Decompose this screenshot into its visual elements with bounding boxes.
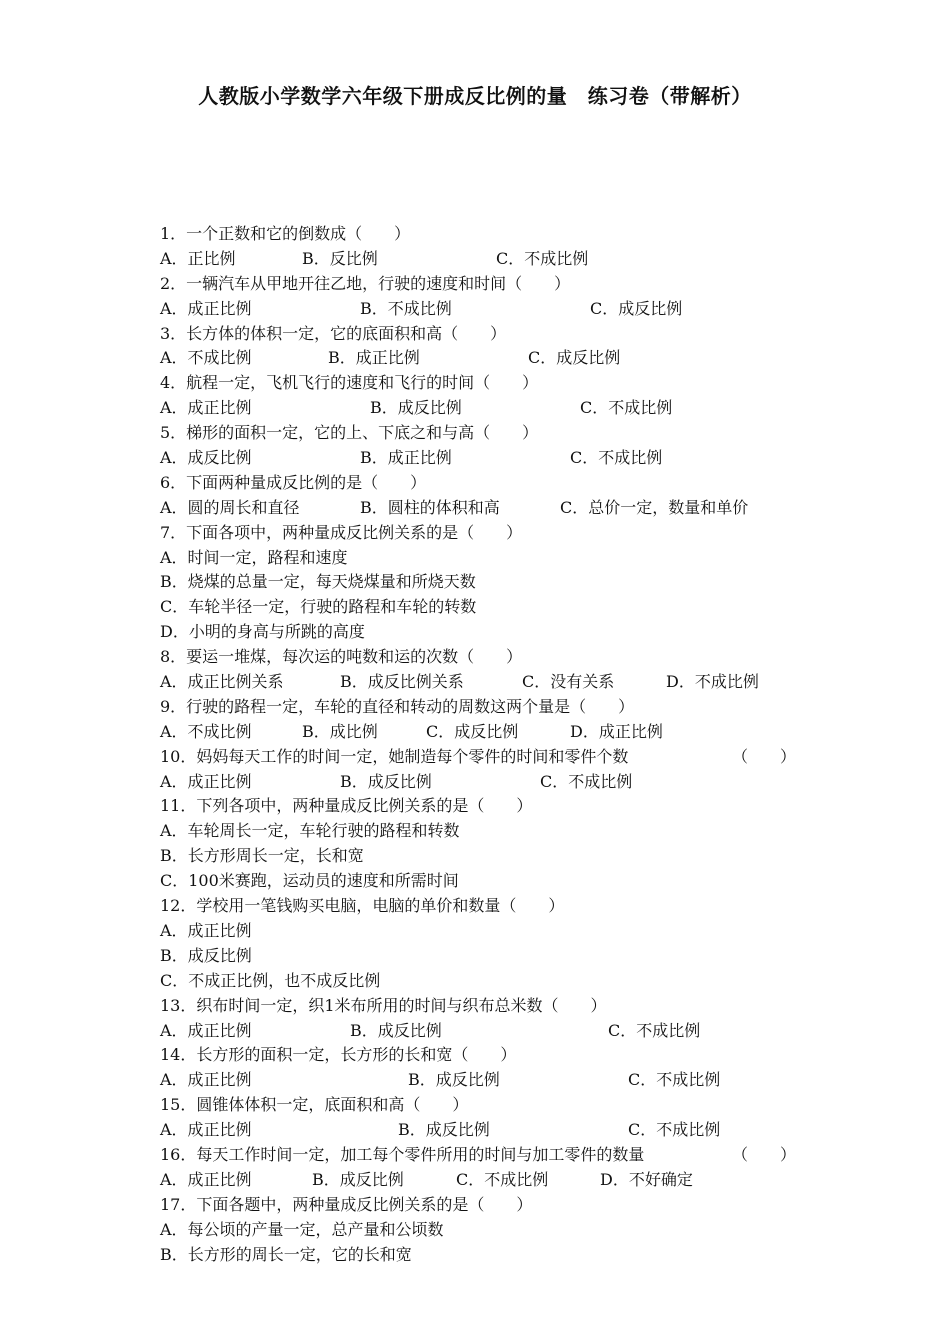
option-a: A．成正比例 — [160, 1169, 252, 1189]
question-17: 17．下面各题中，两种量成反比例关系的是（ ） — [160, 1194, 533, 1214]
option-c: C．总价一定，数量和单价 — [560, 497, 749, 517]
option-c: C．不成比例 — [540, 771, 633, 791]
question-5: 5．梯形的面积一定，它的上、下底之和与高（ ） — [160, 423, 539, 443]
options-15 — [160, 1118, 800, 1143]
option-d: D．不成比例 — [666, 672, 759, 692]
option-a: A．成正比例 — [160, 1120, 252, 1140]
option-line: A．车轮周长一定，车轮行驶的路程和转数 — [160, 821, 460, 841]
option-b: B．成反比例 — [398, 1120, 490, 1140]
options-13 — [160, 1019, 800, 1044]
option-c: C．成反比例 — [426, 721, 519, 741]
option-c: C．没有关系 — [522, 672, 615, 692]
option-c: C．不成比例 — [628, 1120, 721, 1140]
question-14: 14．长方形的面积一定，长方形的长和宽（ ） — [160, 1045, 517, 1065]
option-d: D．不好确定 — [600, 1169, 693, 1189]
options-6 — [160, 496, 800, 521]
question-8: 8．要运一堆煤，每次运的吨数和运的次数（ ） — [160, 647, 523, 667]
question-1: 1．一个正数和它的倒数成（ ） — [160, 224, 411, 243]
answer-blank: （ ） — [732, 746, 797, 766]
option-line: A．时间一定，路程和速度 — [160, 547, 348, 567]
option-c: C．不成比例 — [608, 1020, 701, 1040]
option-d: D．成正比例 — [570, 721, 663, 741]
option-line: A．成正比例 — [160, 920, 252, 940]
option-c: C．不成比例 — [456, 1169, 549, 1189]
question-4: 4．航程一定，飞机飞行的速度和飞行的时间（ ） — [160, 373, 539, 393]
option-a: A．不成比例 — [160, 348, 252, 368]
option-b: B．成反比例 — [408, 1070, 500, 1090]
option-a: A．正比例 — [160, 248, 236, 268]
question-10: 10．妈妈每天工作的时间一定，她制造每个零件的时间和零件个数 （ ） — [160, 745, 800, 770]
question-6: 6．下面两种量成反比例的是（ ） — [160, 472, 427, 492]
option-line: C．车轮半径一定，行驶的路程和车轮的转数 — [160, 597, 477, 617]
option-b: B．成反比例关系 — [340, 672, 464, 692]
question-13: 13．织布时间一定，织1米布所用的时间与织布总米数（ ） — [160, 995, 607, 1015]
options-10 — [160, 770, 800, 795]
options-8 — [160, 670, 800, 695]
option-b: B．成反比例 — [312, 1169, 404, 1189]
option-line: B．长方形的周长一定，它的长和宽 — [160, 1244, 412, 1264]
options-5 — [160, 446, 800, 471]
answer-blank: （ ） — [732, 1144, 797, 1164]
options-16 — [160, 1168, 800, 1193]
option-b: B．反比例 — [302, 248, 378, 268]
option-b: B．成反比例 — [350, 1020, 442, 1040]
option-a: A．成正比例 — [160, 771, 252, 791]
option-line: B．烧煤的总量一定，每天烧煤量和所烧天数 — [160, 572, 476, 592]
question-11: 11．下列各项中，两种量成反比例关系的是（ ） — [160, 796, 533, 816]
page-title: 人教版小学数学六年级下册成反比例的量 练习卷（带解析） — [198, 84, 752, 108]
question-9: 9．行驶的路程一定，车轮的直径和转动的周数这两个量是（ ） — [160, 696, 635, 716]
question-list — [160, 222, 800, 1267]
option-c: C．不成比例 — [496, 248, 589, 268]
option-a: A．不成比例 — [160, 721, 252, 741]
option-b: B．成反比例 — [370, 398, 462, 418]
option-c: C．成反比例 — [528, 348, 621, 368]
question-12: 12．学校用一笔钱购买电脑，电脑的单价和数量（ ） — [160, 896, 565, 916]
option-a: A．成正比例 — [160, 398, 252, 418]
option-a: A．成正比例 — [160, 1070, 252, 1090]
question-15: 15．圆锥体体积一定，底面积和高（ ） — [160, 1095, 469, 1115]
option-line: C．100米赛跑，运动员的速度和所需时间 — [160, 871, 459, 891]
question-7: 7．下面各项中，两种量成反比例关系的是（ ） — [160, 522, 523, 542]
option-a: A．成正比例关系 — [160, 672, 284, 692]
options-1 — [160, 247, 800, 272]
option-a: A．圆的周长和直径 — [160, 497, 300, 517]
option-line: C．不成正比例，也不成反比例 — [160, 970, 381, 990]
question-3: 3．长方体的体积一定，它的底面积和高（ ） — [160, 323, 507, 343]
option-c: C．不成比例 — [628, 1070, 721, 1090]
option-b: B．圆柱的体积和高 — [360, 497, 500, 517]
option-b: B．成反比例 — [340, 771, 432, 791]
option-line: B．成反比例 — [160, 945, 252, 965]
option-line: A．每公顷的产量一定，总产量和公顷数 — [160, 1219, 444, 1239]
options-14 — [160, 1068, 800, 1093]
options-3 — [160, 346, 800, 371]
option-c: C．不成比例 — [570, 448, 663, 468]
option-b: B．成比例 — [302, 721, 378, 741]
option-b: B．成正比例 — [328, 348, 420, 368]
option-line: B．长方形周长一定，长和宽 — [160, 846, 364, 866]
option-b: B．成正比例 — [360, 448, 452, 468]
option-b: B．不成比例 — [360, 298, 452, 318]
option-a: A．成正比例 — [160, 1020, 252, 1040]
option-c: C．不成比例 — [580, 398, 673, 418]
option-c: C．成反比例 — [590, 298, 683, 318]
options-9 — [160, 720, 800, 745]
question-16: 16．每天工作时间一定，加工每个零件所用的时间与加工零件的数量 （ ） — [160, 1143, 800, 1168]
question-2: 2．一辆汽车从甲地开往乙地，行驶的速度和时间（ ） — [160, 273, 571, 293]
option-line: D．小明的身高与所跳的高度 — [160, 622, 365, 642]
option-a: A．成正比例 — [160, 298, 252, 318]
options-2 — [160, 297, 800, 322]
options-4 — [160, 396, 800, 421]
option-a: A．成反比例 — [160, 448, 252, 468]
